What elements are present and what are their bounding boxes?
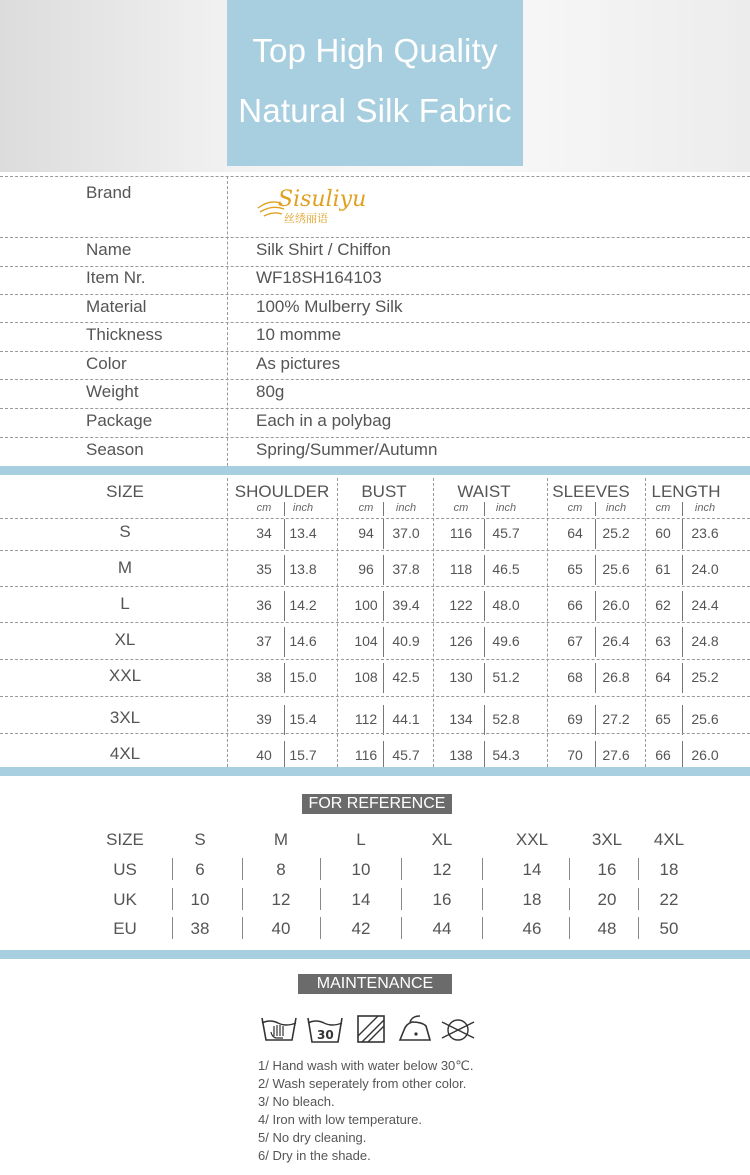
size-value-cm: 64 bbox=[567, 525, 583, 541]
size-value-inch: 24.4 bbox=[691, 597, 719, 613]
reference-cell: 46 bbox=[522, 919, 542, 938]
reference-cell: 22 bbox=[659, 890, 679, 909]
reference-header-cell: SIZE bbox=[106, 830, 144, 849]
size-row-divider bbox=[0, 696, 750, 697]
size-value-inch: 15.0 bbox=[289, 669, 317, 685]
value-separator bbox=[682, 705, 683, 735]
size-value-inch: 52.8 bbox=[492, 711, 520, 727]
size-value-cm: 130 bbox=[449, 669, 473, 685]
section-band bbox=[0, 767, 750, 776]
size-value-cm: 68 bbox=[567, 669, 583, 685]
spec-divider bbox=[0, 379, 750, 380]
care-instruction-item: 4/ Iron with low temperature. bbox=[258, 1112, 423, 1127]
value-separator bbox=[284, 555, 285, 585]
size-value-cm: 122 bbox=[449, 597, 473, 613]
size-value-inch: 44.1 bbox=[392, 711, 420, 727]
reference-header-cell: 4XL bbox=[653, 830, 685, 849]
reference-separator bbox=[482, 917, 483, 939]
size-value-cm: 39 bbox=[256, 711, 272, 727]
brand-logo bbox=[256, 180, 396, 226]
reference-separator bbox=[242, 917, 243, 939]
size-value-cm: 35 bbox=[256, 561, 272, 577]
size-value-inch: 24.0 bbox=[691, 561, 719, 577]
size-row-divider bbox=[0, 622, 750, 623]
size-value-inch: 54.3 bbox=[492, 747, 520, 763]
size-value-inch: 23.6 bbox=[691, 525, 719, 541]
size-value-cm: 94 bbox=[358, 525, 374, 541]
unit-cm-label: cm bbox=[567, 502, 583, 514]
reference-separator bbox=[320, 917, 321, 939]
reference-separator bbox=[401, 858, 402, 880]
size-row-label: 4XL bbox=[109, 744, 141, 763]
reference-separator bbox=[482, 858, 483, 880]
reference-cell: US bbox=[113, 860, 137, 879]
size-row-label: M bbox=[117, 558, 133, 577]
reference-separator bbox=[172, 858, 173, 880]
measure-column-header: WAIST bbox=[457, 482, 511, 501]
reference-separator bbox=[401, 888, 402, 910]
reference-header-cell: M bbox=[273, 830, 289, 849]
maintenance-title: MAINTENANCE bbox=[298, 974, 452, 994]
value-separator bbox=[484, 705, 485, 735]
size-value-cm: 37 bbox=[256, 633, 272, 649]
brand-logo-graphic bbox=[256, 180, 396, 226]
size-value-inch: 24.8 bbox=[691, 633, 719, 649]
measure-column-header: SHOULDER bbox=[234, 482, 330, 501]
care-instruction-item: 1/ Hand wash with water below 30℃. bbox=[258, 1058, 474, 1073]
value-separator bbox=[595, 627, 596, 657]
size-value-cm: 100 bbox=[354, 597, 378, 613]
spec-divider bbox=[0, 176, 750, 177]
size-value-inch: 14.2 bbox=[289, 597, 317, 613]
spec-label: Package bbox=[86, 411, 153, 430]
spec-divider bbox=[0, 351, 750, 352]
reference-separator bbox=[638, 888, 639, 910]
spec-value: WF18SH164103 bbox=[256, 268, 382, 287]
value-separator bbox=[484, 627, 485, 657]
hand-wash-icon bbox=[262, 1018, 296, 1040]
reference-header-cell: XL bbox=[431, 830, 453, 849]
value-separator bbox=[284, 627, 285, 657]
reference-cell: 6 bbox=[195, 860, 205, 879]
size-value-cm: 62 bbox=[655, 597, 671, 613]
size-value-cm: 126 bbox=[449, 633, 473, 649]
value-separator bbox=[484, 555, 485, 585]
size-row-divider bbox=[0, 659, 750, 660]
size-value-cm: 134 bbox=[449, 711, 473, 727]
size-value-inch: 26.4 bbox=[602, 633, 630, 649]
reference-cell: 18 bbox=[659, 860, 679, 879]
spec-value: Spring/Summer/Autumn bbox=[256, 440, 438, 459]
value-separator bbox=[484, 519, 485, 549]
brand-logo-script: Sisuliyu bbox=[278, 187, 367, 212]
reference-cell: 16 bbox=[432, 890, 452, 909]
section-band bbox=[0, 466, 750, 475]
size-value-cm: 69 bbox=[567, 711, 583, 727]
size-value-inch: 13.8 bbox=[289, 561, 317, 577]
spec-label: Name bbox=[86, 240, 132, 259]
reference-separator bbox=[320, 888, 321, 910]
care-instruction-item: 3/ No bleach. bbox=[258, 1094, 335, 1109]
size-value-cm: 66 bbox=[567, 597, 583, 613]
size-value-cm: 36 bbox=[256, 597, 272, 613]
size-value-inch: 27.2 bbox=[602, 711, 630, 727]
reference-cell: 14 bbox=[522, 860, 542, 879]
size-value-cm: 64 bbox=[655, 669, 671, 685]
reference-header-cell: 3XL bbox=[591, 830, 623, 849]
size-value-inch: 25.2 bbox=[691, 669, 719, 685]
spec-label: Item Nr. bbox=[86, 268, 146, 287]
value-separator bbox=[682, 663, 683, 693]
value-separator bbox=[682, 627, 683, 657]
size-row-label: L bbox=[120, 594, 130, 613]
size-value-cm: 34 bbox=[256, 525, 272, 541]
value-separator bbox=[383, 627, 384, 657]
reference-cell: EU bbox=[113, 919, 137, 938]
unit-cm-label: cm bbox=[358, 502, 374, 514]
reference-separator bbox=[638, 917, 639, 939]
size-value-cm: 38 bbox=[256, 669, 272, 685]
unit-inch-label: inch bbox=[292, 502, 314, 514]
reference-separator bbox=[482, 888, 483, 910]
reference-separator bbox=[569, 917, 570, 939]
size-value-cm: 70 bbox=[567, 747, 583, 763]
reference-header-cell: L bbox=[356, 830, 366, 849]
size-row-divider bbox=[0, 733, 750, 734]
spec-divider bbox=[0, 237, 750, 238]
measure-column-header: LENGTH bbox=[651, 482, 721, 501]
size-value-inch: 14.6 bbox=[289, 633, 317, 649]
reference-cell: 44 bbox=[432, 919, 452, 938]
size-value-cm: 138 bbox=[449, 747, 473, 763]
header-title-line2: Natural Silk Fabric bbox=[238, 92, 512, 129]
value-separator bbox=[383, 591, 384, 621]
header-title-line1: Top High Quality bbox=[252, 32, 498, 69]
reference-separator bbox=[401, 917, 402, 939]
size-row-label: XL bbox=[114, 630, 136, 649]
reference-separator bbox=[172, 888, 173, 910]
unit-cm-label: cm bbox=[256, 502, 272, 514]
value-separator bbox=[595, 519, 596, 549]
value-separator bbox=[595, 591, 596, 621]
spec-divider bbox=[0, 437, 750, 438]
reference-cell: 14 bbox=[351, 890, 371, 909]
value-separator bbox=[284, 519, 285, 549]
unit-separator bbox=[284, 502, 285, 516]
size-value-cm: 65 bbox=[655, 711, 671, 727]
spec-value: As pictures bbox=[256, 354, 341, 373]
unit-inch-label: inch bbox=[605, 502, 627, 514]
spec-label: Color bbox=[86, 354, 127, 373]
value-separator bbox=[595, 705, 596, 735]
unit-inch-label: inch bbox=[495, 502, 517, 514]
iron-low-icon bbox=[400, 1016, 430, 1040]
spec-label: Season bbox=[86, 440, 144, 459]
size-value-inch: 26.0 bbox=[602, 597, 630, 613]
unit-separator bbox=[484, 502, 485, 516]
size-value-cm: 63 bbox=[655, 633, 671, 649]
reference-cell: 50 bbox=[659, 919, 679, 938]
spec-label: Brand bbox=[86, 183, 132, 202]
spec-value: Silk Shirt / Chiffon bbox=[256, 240, 391, 259]
reference-separator bbox=[242, 888, 243, 910]
size-value-cm: 118 bbox=[449, 561, 473, 577]
size-value-inch: 39.4 bbox=[392, 597, 420, 613]
care-instruction-item: 6/ Dry in the shade. bbox=[258, 1148, 371, 1163]
unit-inch-label: inch bbox=[395, 502, 417, 514]
size-value-inch: 46.5 bbox=[492, 561, 520, 577]
size-value-cm: 96 bbox=[358, 561, 374, 577]
spec-column-divider bbox=[227, 176, 228, 466]
size-value-inch: 15.4 bbox=[289, 711, 317, 727]
value-separator bbox=[484, 591, 485, 621]
size-value-inch: 42.5 bbox=[392, 669, 420, 685]
value-separator bbox=[682, 555, 683, 585]
reference-cell: 12 bbox=[271, 890, 291, 909]
value-separator bbox=[484, 663, 485, 693]
size-row-label: XXL bbox=[108, 666, 142, 685]
size-row-label: 3XL bbox=[109, 708, 141, 727]
reference-separator bbox=[242, 858, 243, 880]
care-instruction-item: 5/ No dry cleaning. bbox=[258, 1130, 367, 1145]
spec-value: 100% Mulberry Silk bbox=[256, 297, 403, 316]
unit-separator bbox=[595, 502, 596, 516]
size-value-cm: 108 bbox=[354, 669, 378, 685]
value-separator bbox=[682, 591, 683, 621]
value-separator bbox=[595, 555, 596, 585]
value-separator bbox=[284, 663, 285, 693]
size-value-cm: 60 bbox=[655, 525, 671, 541]
spec-value: Each in a polybag bbox=[256, 411, 392, 430]
size-value-inch: 25.6 bbox=[691, 711, 719, 727]
unit-cm-label: cm bbox=[453, 502, 469, 514]
reference-separator bbox=[172, 917, 173, 939]
size-value-inch: 48.0 bbox=[492, 597, 520, 613]
value-separator bbox=[383, 705, 384, 735]
size-value-cm: 116 bbox=[449, 525, 473, 541]
reference-cell: 38 bbox=[190, 919, 210, 938]
reference-separator bbox=[638, 858, 639, 880]
reference-cell: 16 bbox=[597, 860, 617, 879]
reference-cell: 42 bbox=[351, 919, 371, 938]
value-separator bbox=[383, 519, 384, 549]
spec-value: 10 momme bbox=[256, 325, 342, 344]
section-band bbox=[0, 950, 750, 959]
size-column-header: SIZE bbox=[106, 482, 144, 501]
unit-separator bbox=[383, 502, 384, 516]
care-instruction-item: 2/ Wash seperately from other color. bbox=[258, 1076, 467, 1091]
spec-divider bbox=[0, 322, 750, 323]
measure-column-header: BUST bbox=[361, 482, 407, 501]
value-separator bbox=[383, 663, 384, 693]
reference-header-cell: S bbox=[194, 830, 206, 849]
size-value-inch: 26.0 bbox=[691, 747, 719, 763]
reference-cell: 18 bbox=[522, 890, 542, 909]
size-row-label: S bbox=[119, 522, 131, 541]
reference-separator bbox=[320, 858, 321, 880]
size-value-inch: 45.7 bbox=[492, 525, 520, 541]
reference-header-cell: XXL bbox=[515, 830, 549, 849]
spec-label: Thickness bbox=[86, 325, 163, 344]
reference-cell: 12 bbox=[432, 860, 452, 879]
reference-cell: 10 bbox=[351, 860, 371, 879]
size-value-inch: 15.7 bbox=[289, 747, 317, 763]
reference-cell: 40 bbox=[271, 919, 291, 938]
size-value-inch: 13.4 bbox=[289, 525, 317, 541]
value-separator bbox=[383, 555, 384, 585]
size-value-cm: 61 bbox=[655, 561, 671, 577]
spec-label: Material bbox=[86, 297, 147, 316]
no-dry-clean-icon bbox=[442, 1020, 474, 1040]
size-value-inch: 25.2 bbox=[602, 525, 630, 541]
size-value-inch: 27.6 bbox=[602, 747, 630, 763]
brand-logo-cn: 丝绣丽语 bbox=[284, 212, 328, 225]
size-value-cm: 66 bbox=[655, 747, 671, 763]
value-separator bbox=[682, 519, 683, 549]
size-value-cm: 40 bbox=[256, 747, 272, 763]
spec-divider bbox=[0, 266, 750, 267]
size-value-inch: 51.2 bbox=[492, 669, 520, 685]
size-row-divider bbox=[0, 550, 750, 551]
size-value-inch: 25.6 bbox=[602, 561, 630, 577]
size-value-inch: 37.8 bbox=[392, 561, 420, 577]
care-icons bbox=[258, 1010, 498, 1050]
unit-separator bbox=[682, 502, 683, 516]
size-value-cm: 67 bbox=[567, 633, 583, 649]
reference-cell: UK bbox=[113, 890, 137, 909]
reference-cell: 8 bbox=[276, 860, 286, 879]
size-value-cm: 116 bbox=[354, 747, 378, 763]
size-value-inch: 37.0 bbox=[392, 525, 420, 541]
spec-divider bbox=[0, 294, 750, 295]
reference-cell: 20 bbox=[597, 890, 617, 909]
value-separator bbox=[595, 663, 596, 693]
size-value-cm: 112 bbox=[354, 711, 378, 727]
value-separator bbox=[284, 591, 285, 621]
spec-divider bbox=[0, 408, 750, 409]
spec-label: Weight bbox=[86, 382, 139, 401]
reference-title: FOR REFERENCE bbox=[302, 794, 452, 814]
header-title-box bbox=[227, 0, 523, 166]
wash-temp-label: 30 bbox=[317, 1028, 334, 1042]
unit-cm-label: cm bbox=[655, 502, 671, 514]
size-value-cm: 65 bbox=[567, 561, 583, 577]
size-value-inch: 49.6 bbox=[492, 633, 520, 649]
reference-cell: 48 bbox=[597, 919, 617, 938]
value-separator bbox=[284, 705, 285, 735]
reference-separator bbox=[569, 888, 570, 910]
size-value-cm: 104 bbox=[354, 633, 378, 649]
unit-inch-label: inch bbox=[694, 502, 716, 514]
no-bleach-icon bbox=[358, 1016, 384, 1042]
wash-30-icon bbox=[308, 1018, 342, 1042]
reference-cell: 10 bbox=[190, 890, 210, 909]
reference-separator bbox=[569, 858, 570, 880]
size-row-divider bbox=[0, 518, 750, 519]
size-value-inch: 45.7 bbox=[392, 747, 420, 763]
size-row-divider bbox=[0, 586, 750, 587]
measure-column-header: SLEEVES bbox=[552, 482, 630, 501]
size-value-inch: 40.9 bbox=[392, 633, 420, 649]
spec-value: 80g bbox=[256, 382, 285, 401]
size-value-inch: 26.8 bbox=[602, 669, 630, 685]
